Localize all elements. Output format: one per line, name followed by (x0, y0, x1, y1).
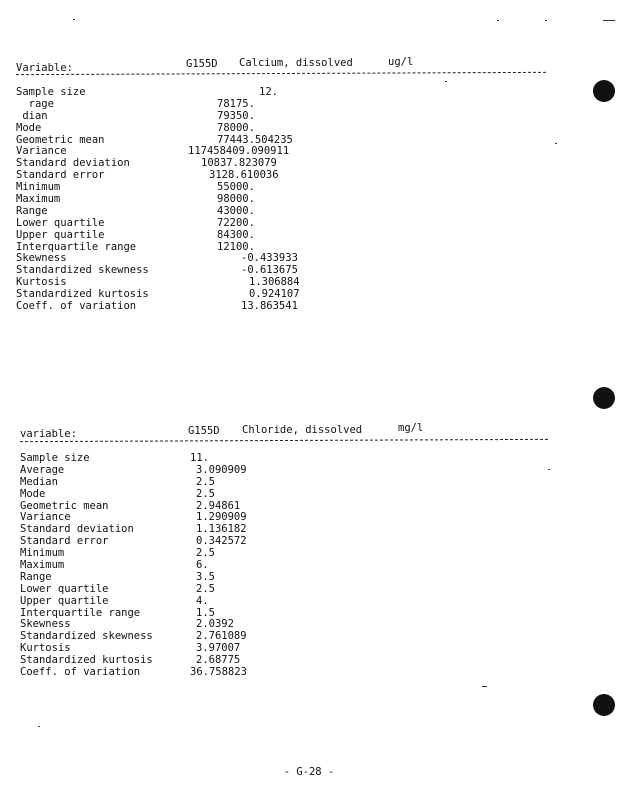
table-row (20, 571, 320, 583)
stat-value: 43000. (217, 204, 255, 217)
stat-value: 77443.504235 (217, 133, 293, 146)
stat-value: 78000. (217, 121, 255, 134)
table-row (16, 86, 316, 98)
stat-value: 11. (190, 452, 209, 464)
stat-label: Mode (16, 121, 42, 134)
punch-hole-top (593, 80, 615, 102)
stat-label: Range (16, 204, 48, 217)
stat-label: Standard error (20, 535, 109, 548)
stat-value: 10837.823079 (201, 157, 277, 170)
stat-value: 13.863541 (241, 300, 298, 313)
scan-speck (545, 20, 547, 21)
stat-label: Range (20, 570, 52, 583)
stat-label: Kurtosis (16, 276, 67, 289)
stat-value: 2.0392 (196, 618, 234, 631)
stats-table-calcium (16, 86, 316, 312)
stat-value: 2.5 (196, 547, 215, 560)
stat-label: Average (20, 463, 65, 476)
stat-label: Variance (20, 511, 71, 524)
stat-label: Standard deviation (20, 523, 134, 536)
table-row (16, 145, 316, 157)
table-row (16, 300, 316, 312)
table-row (16, 193, 316, 205)
stat-label: Standardized skewness (16, 264, 149, 277)
stat-value: 0.342572 (196, 535, 247, 548)
stat-value: 72200. (217, 216, 255, 229)
stat-value: 4. (196, 594, 209, 607)
scan-speck (482, 686, 487, 687)
stat-label: Mode (20, 487, 46, 500)
stat-value: 36.758823 (190, 666, 247, 679)
stat-value: 2.5 (196, 475, 215, 488)
stat-value: 1.290909 (196, 511, 247, 524)
table-row (20, 630, 320, 642)
stat-value: 2.68775 (196, 654, 241, 667)
stat-value: 12100. (217, 240, 255, 253)
stat-label: Minimum (16, 181, 61, 194)
stat-value: 79350. (217, 109, 255, 122)
stat-label: Maximum (16, 193, 61, 206)
stat-value: 3.090909 (196, 463, 247, 476)
stat-value: 3.5 (196, 570, 215, 583)
table-row (16, 217, 316, 229)
table-row (20, 452, 320, 464)
variable-label: Variable: (16, 62, 73, 74)
stat-value: 84300. (217, 228, 255, 241)
table-row (20, 583, 320, 595)
table-row (20, 500, 320, 512)
parameter-name: Calcium, dissolved (239, 57, 353, 69)
table-row (16, 229, 316, 241)
stat-value: 1.136182 (196, 523, 247, 536)
stat-value: 6. (196, 559, 209, 572)
scan-speck (555, 143, 557, 144)
unit-label: ug/l (388, 56, 414, 68)
table-row (16, 169, 316, 181)
stat-value: 117458409.090911 (188, 145, 290, 158)
stat-value: 1.5 (196, 606, 215, 619)
table-row (20, 464, 320, 476)
parameter-name: Chloride, dissolved (242, 424, 363, 436)
variable-label: variable: (20, 428, 77, 440)
station-code: G155D (188, 425, 220, 437)
stat-label: Standard deviation (16, 157, 130, 170)
stat-value: 2.5 (196, 582, 215, 595)
stat-label: rage (16, 97, 54, 110)
table-row (20, 595, 320, 607)
stat-value: 2.761089 (196, 630, 247, 643)
scan-speck (548, 469, 550, 470)
stats-table-chloride (20, 452, 320, 678)
table-row (20, 618, 320, 630)
table-row (20, 523, 320, 535)
table-row (16, 241, 316, 253)
table-row (16, 122, 316, 134)
scan-speck (73, 19, 75, 20)
stat-label: Standardized kurtosis (20, 654, 153, 667)
punch-hole-bottom (593, 694, 615, 716)
stat-label: Coeff. of variation (20, 666, 141, 679)
stat-label: Skewness (16, 252, 67, 265)
stat-label: Standardized skewness (20, 630, 153, 643)
table-row (16, 205, 316, 217)
stat-label: Variance (16, 145, 67, 158)
stat-label: Kurtosis (20, 642, 71, 655)
table-row (20, 511, 320, 523)
stat-value: -0.433933 (241, 252, 298, 265)
stat-label: Skewness (20, 618, 71, 631)
scan-speck (603, 20, 615, 21)
scan-speck (38, 726, 40, 727)
stat-label: Lower quartile (16, 216, 105, 229)
table-row (16, 157, 316, 169)
table-row (20, 535, 320, 547)
table-row (16, 134, 316, 146)
stat-label: Median (20, 475, 58, 488)
table-row (16, 264, 316, 276)
table-row (16, 110, 316, 122)
stat-label: Maximum (20, 559, 65, 572)
table-row (20, 476, 320, 488)
stat-label: Sample size (20, 452, 90, 464)
table-row (16, 181, 316, 193)
dashed-separator (16, 72, 546, 75)
stat-value: 98000. (217, 193, 255, 206)
stat-value: 12. (259, 86, 278, 98)
table-row (20, 488, 320, 500)
stat-label: Upper quartile (20, 594, 109, 607)
stat-value: 0.924107 (249, 288, 300, 301)
stat-value: 2.94861 (196, 499, 241, 512)
stat-label: Lower quartile (20, 582, 109, 595)
stat-label: Sample size (16, 86, 86, 98)
stat-value: -0.613675 (241, 264, 298, 277)
stat-label: Upper quartile (16, 228, 105, 241)
stat-label: Standardized kurtosis (16, 288, 149, 301)
table-row (16, 276, 316, 288)
stat-label: Coeff. of variation (16, 300, 137, 313)
scan-speck (497, 20, 499, 21)
scan-speck (445, 81, 447, 82)
stat-value: 78175. (217, 97, 255, 110)
stat-value: 3128.610036 (209, 169, 279, 182)
stat-value: 2.5 (196, 487, 215, 500)
table-row (16, 252, 316, 264)
stat-label: Geometric mean (20, 499, 109, 512)
stat-label: Interquartile range (20, 606, 141, 619)
table-row (20, 642, 320, 654)
stat-label: Minimum (20, 547, 65, 560)
punch-hole-middle (593, 387, 615, 409)
dashed-separator (20, 439, 548, 442)
stat-label: Interquartile range (16, 240, 137, 253)
stat-label: dian (16, 109, 48, 122)
table-row (20, 607, 320, 619)
page-number: - G-28 - (283, 766, 335, 778)
table-row (16, 98, 316, 110)
stat-value: 55000. (217, 181, 255, 194)
table-row (20, 547, 320, 559)
stat-label: Geometric mean (16, 133, 105, 146)
stat-value: 3.97007 (196, 642, 241, 655)
table-row (20, 666, 320, 678)
station-code: G155D (186, 58, 218, 70)
table-row (16, 288, 316, 300)
unit-label: mg/l (398, 422, 424, 434)
table-row (20, 559, 320, 571)
stat-value: 1.306884 (249, 276, 300, 289)
table-row (20, 654, 320, 666)
stat-label: Standard error (16, 169, 105, 182)
